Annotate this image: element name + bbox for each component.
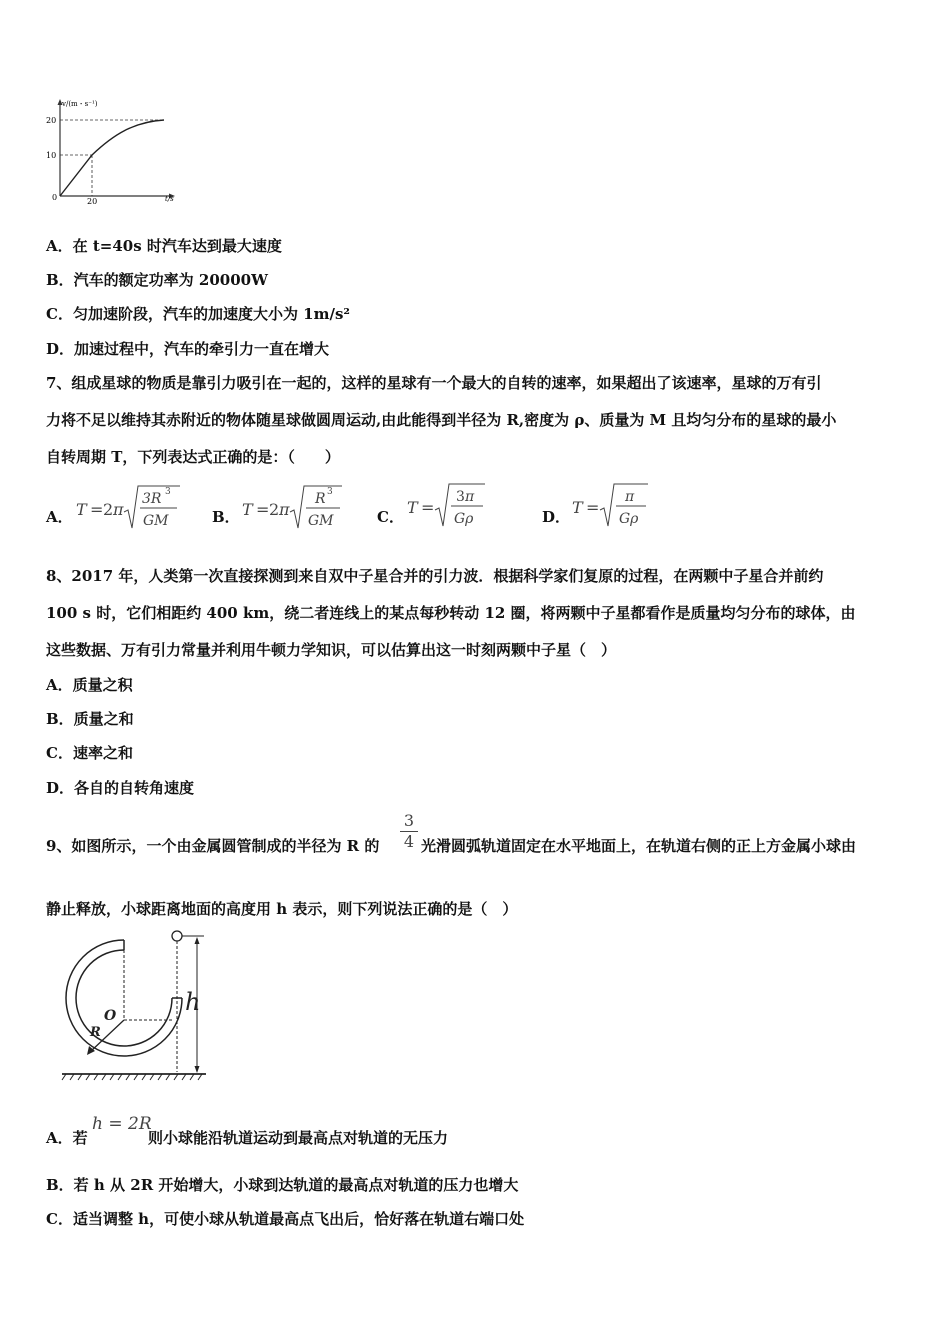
- q9-option-b: B．若 h 从 2R 开始增大，小球到达轨道的最高点对轨道的压力也增大: [46, 1176, 519, 1194]
- q8-stem-line3: 这些数据、万有引力常量并利用牛顿力学知识，可以估算出这一时刻两颗中子星（ ）: [46, 641, 617, 659]
- svg-text:3R: 3R: [142, 491, 162, 507]
- tick-10: 10: [46, 151, 57, 160]
- q7-option-d-label: D．: [542, 508, 571, 526]
- q8-stem-line1: 8、2017 年，人类第一次直接探测到来自双中子星合并的引力波．根据科学家们复原的过程，在两颗中子星合并前约: [46, 567, 824, 585]
- svg-text:3: 3: [456, 489, 465, 505]
- q9-option-a-text: 则小球能沿轨道运动到最高点对轨道的无压力: [148, 1129, 449, 1147]
- q7-formula-b: [240, 482, 350, 534]
- svg-text:=: =: [90, 500, 104, 519]
- svg-text:GM: GM: [143, 513, 169, 529]
- radius-label: R: [90, 1025, 101, 1040]
- height-label: h: [185, 988, 201, 1016]
- svg-text:=: =: [421, 498, 435, 517]
- q7-stem-line2: 力将不足以维持其赤附近的物体随星球做圆周运动,由此能得到半径为 R,密度为 ρ、质量为 M 且均匀分布的星球的最小: [46, 411, 837, 429]
- q9-option-c: C．适当调整 h，可使小球从轨道最高点飞出后，恰好落在轨道右端口处: [46, 1210, 525, 1228]
- svg-text:π: π: [279, 500, 290, 519]
- q8-option-c: C．速率之和: [46, 744, 133, 762]
- svg-text:2: 2: [103, 500, 114, 519]
- tick-20: 20: [46, 116, 57, 125]
- q9-option-a-prefix: A．若: [46, 1129, 88, 1147]
- svg-text:=: =: [256, 500, 270, 519]
- ball: [172, 931, 182, 941]
- svg-text:T: T: [242, 500, 253, 519]
- q6-option-d: D．加速过程中，汽车的牵引力一直在增大: [46, 340, 330, 358]
- q7-formula-a: [74, 482, 184, 534]
- fraction-denominator: 4: [403, 832, 415, 851]
- center-label: O: [104, 1008, 117, 1024]
- svg-text:GM: GM: [308, 513, 334, 529]
- origin-label: 0: [52, 193, 58, 202]
- x-axis-label: t/s: [165, 195, 174, 203]
- q7-formula-c: [405, 480, 495, 532]
- q9-option-a-formula: h = 2R: [92, 1114, 152, 1134]
- svg-text:=: =: [586, 498, 600, 517]
- svg-text:Gρ: Gρ: [619, 511, 639, 527]
- svg-text:T: T: [407, 498, 418, 517]
- q7-option-a-label: A．: [46, 508, 73, 526]
- q9-stem-line2: 静止释放，小球距离地面的高度用 h 表示，则下列说法正确的是（ ）: [46, 900, 518, 918]
- svg-text:π: π: [465, 489, 475, 505]
- q9-stem-line1-a: 9、如图所示，一个由金属圆管制成的半径为 R 的: [46, 837, 380, 855]
- x-tick-20: 20: [87, 197, 98, 206]
- q7-stem-line3: 自转周期 T，下列表达式正确的是：（ ）: [46, 448, 340, 466]
- y-axis-label: v/(m・s⁻¹): [62, 100, 98, 108]
- q9-stem-line1-b: 光滑圆弧轨道固定在水平地面上，在轨道右侧的正上方金属小球由: [421, 837, 857, 855]
- svg-text:T: T: [572, 498, 583, 517]
- q9-track-figure: [58, 924, 214, 1084]
- q9-fraction: [400, 811, 418, 852]
- q7-formula-d: [570, 480, 660, 532]
- svg-text:2: 2: [269, 500, 280, 519]
- q6-option-b: B．汽车的额定功率为 20000W: [46, 271, 268, 289]
- vt-graph: [44, 96, 184, 208]
- velocity-curve: [60, 120, 164, 196]
- q6-option-c: C．匀加速阶段，汽车的加速度大小为 1m/s²: [46, 305, 350, 323]
- svg-text:R: R: [315, 491, 326, 507]
- q7-stem-line1: 7、组成星球的物质是靠引力吸引在一起的，这样的星球有一个最大的自转的速率，如果超出了该速率，星球的万有引: [46, 374, 822, 392]
- q6-option-a: A．在 t=40s 时汽车达到最大速度: [46, 237, 282, 255]
- q7-option-b-label: B．: [212, 508, 240, 526]
- svg-text:T: T: [76, 500, 87, 519]
- svg-text:π: π: [625, 489, 635, 505]
- svg-text:3: 3: [165, 487, 171, 497]
- q8-option-b: B．质量之和: [46, 710, 134, 728]
- q8-stem-line2: 100 s 时，它们相距约 400 km，绕二者连线上的某点每秒转动 12 圈，将两颗中子星都看作是质量均匀分布的球体，由: [46, 604, 856, 622]
- svg-text:Gρ: Gρ: [454, 511, 474, 527]
- svg-text:3: 3: [327, 487, 333, 497]
- q8-option-a: A．质量之积: [46, 676, 133, 694]
- q7-option-c-label: C．: [377, 508, 404, 526]
- fraction-numerator: 3: [400, 811, 418, 832]
- svg-text:π: π: [113, 500, 124, 519]
- q8-option-d: D．各自的自转角速度: [46, 779, 195, 797]
